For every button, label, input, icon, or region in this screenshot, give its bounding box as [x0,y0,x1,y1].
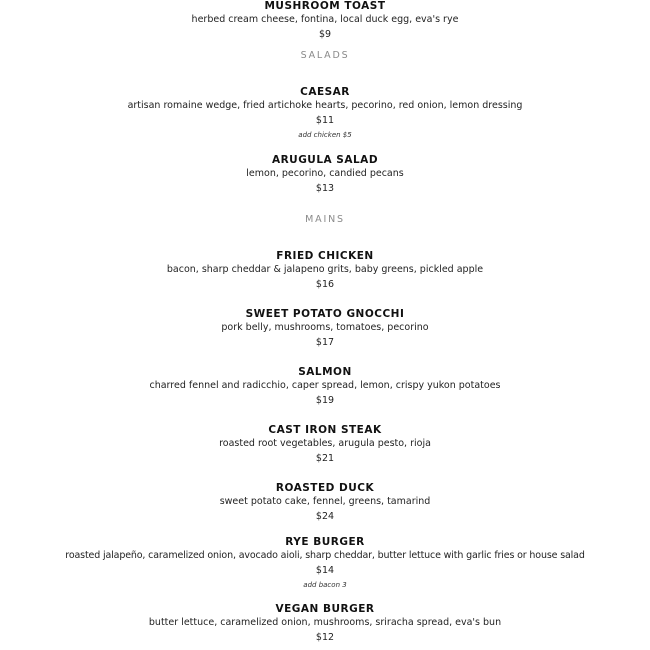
item-price: $17 [315,337,335,348]
menu-item-rye-burger [0,536,650,590]
item-name: SWEET POTATO GNOCCHI [245,308,405,320]
item-addon: add bacon 3 [303,581,347,589]
item-name: ARUGULA SALAD [271,154,379,166]
item-price: $9 [318,29,332,40]
item-description: lemon, pecorino, candied pecans [246,168,404,179]
item-description: pork belly, mushrooms, tomatoes, pecorino [221,322,429,333]
item-name: CAESAR [300,86,350,98]
menu-item-fried-chicken [0,250,650,291]
item-name: CAST IRON STEAK [268,424,382,436]
item-description: charred fennel and radicchio, caper spread, lemon, crispy yukon potatoes [149,380,501,391]
item-name: SALMON [298,366,352,378]
item-price: $12 [315,632,335,643]
item-name: MUSHROOM TOAST [264,0,386,12]
section-heading-mains: MAINS [305,214,345,225]
menu-item-arugula-salad [0,154,650,195]
item-price: $13 [315,183,335,194]
item-price: $14 [315,565,335,576]
section-heading-salads: SALADS [300,50,350,61]
item-price: $19 [315,395,335,406]
item-price: $11 [315,115,335,126]
menu-item-caesar [0,86,650,140]
item-description: artisan romaine wedge, fried artichoke hearts, pecorino, red onion, lemon dressing [127,100,523,111]
menu-item-cast-iron-steak [0,424,650,465]
menu-item-sweet-potato-gnocchi [0,308,650,349]
menu-item-vegan-burger [0,603,650,644]
menu-item-salmon [0,366,650,407]
item-addon: add chicken $5 [298,131,352,139]
item-description: roasted jalapeño, caramelized onion, avocado aioli, sharp cheddar, butter lettuce with garlic fries or house salad [65,550,585,561]
item-description: herbed cream cheese, fontina, local duck egg, eva's rye [191,14,459,25]
item-description: roasted root vegetables, arugula pesto, rioja [219,438,431,449]
menu-item-mushroom-toast [0,0,650,41]
item-name: ROASTED DUCK [275,482,375,494]
item-name: RYE BURGER [285,536,365,548]
item-description: butter lettuce, caramelized onion, mushrooms, sriracha spread, eva's bun [148,617,502,628]
item-name: FRIED CHICKEN [276,250,374,262]
item-price: $24 [315,511,335,522]
menu-item-roasted-duck [0,482,650,523]
item-price: $21 [315,453,335,464]
item-description: sweet potato cake, fennel, greens, tamarind [219,496,431,507]
item-name: VEGAN BURGER [275,603,375,615]
item-price: $16 [315,279,335,290]
item-description: bacon, sharp cheddar & jalapeno grits, baby greens, pickled apple [166,264,484,275]
